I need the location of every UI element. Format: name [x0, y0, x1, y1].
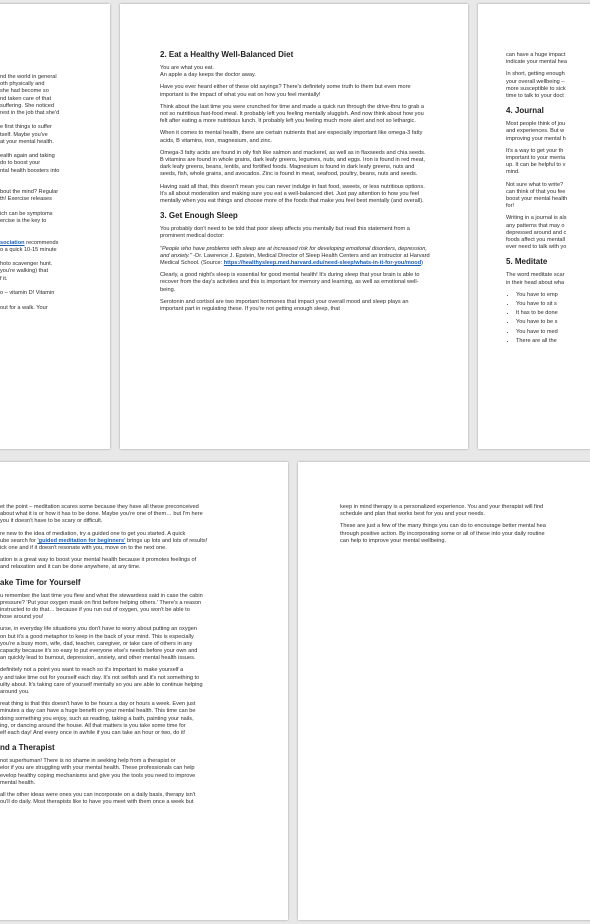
text-block: [0, 701, 272, 737]
text-block: [0, 792, 272, 806]
text-line: mind.: [506, 169, 520, 176]
text-line: and relaxation and it can be done anywhere, at any time.: [0, 564, 141, 571]
text-line: re new to the idea of mediation, try a guided one to get you started. A quick: [0, 530, 186, 537]
paragraph: When it comes to mental health, there are certain nutrients that are especially important like omega-3 fatty acids, B vitamins, iron, magnesium, and zinc.: [160, 130, 423, 144]
page-4-text: [0, 504, 272, 812]
source-link[interactable]: https://healthysleep.med.harvard.edu/need-sleep/whats-in-it-for-you/mood: [223, 260, 422, 267]
page-1-text: [0, 74, 92, 312]
text-line: can have a huge impact: [506, 52, 566, 58]
text-line: doing something you enjoy, such as reading, taking a bath, painting your nails,: [0, 715, 194, 722]
text-line: ing, or dancing around the house. All that matters is you take some time for: [0, 722, 186, 729]
text-line: indicate your mental hea: [506, 59, 567, 66]
text-line: These are just a few of the many things you can do to encourage better mental hea: [340, 523, 546, 530]
association-link[interactable]: sociation: [0, 239, 25, 246]
list-item: • You have to med: [516, 329, 590, 336]
text-line: pressure? 'Put your oxygen mask on first before helping others.' There's a reason: [0, 599, 202, 606]
text-block: [340, 504, 590, 518]
doctor-quote: [160, 246, 430, 268]
text-line: [0, 297, 92, 304]
text-fragment: recommends: [24, 239, 59, 246]
text-line: [0, 146, 92, 153]
text-line: elor if you are struggling with your mental health. These professionals can help: [0, 765, 195, 772]
text-line: any patterns that may o: [506, 222, 565, 229]
text-line: schedule and plan that works best for you and your needs.: [340, 511, 485, 518]
page-3-text: [506, 52, 590, 347]
text-line: all the other ideas were ones you can incorporate on a daily basis, therapy isn't: [0, 792, 196, 799]
text-line: nd taken care of that: [0, 95, 51, 102]
text-line: can think of that you fee: [506, 188, 566, 195]
document-page-5: [298, 462, 590, 920]
paragraph: You probably don't need to be told that poor sleep affects you mentally but read this statement from a prominent medical doctor:: [160, 226, 410, 240]
text-block: [0, 557, 272, 571]
text-line: your overall wellbeing –: [506, 78, 565, 85]
text-line: [0, 254, 92, 261]
text-line: Most people think of jou: [506, 121, 566, 128]
text-line: at your mental health.: [0, 138, 54, 145]
text-line: The word meditate scar: [506, 272, 565, 279]
source-close: ): [421, 260, 423, 267]
text-line: ntal health boosters into: [0, 167, 60, 174]
text-line: instructed to do that… because if you run out of oxygen, you won't be able to: [0, 607, 190, 614]
text-line: ick one and if it doesn't resonate with you, move on to the next one.: [0, 545, 167, 552]
quote-attribution: -Dr. Lawrence J. Epstein, Medical Director of Sleep Health Centers and an instructor at Harvard Medical School. (Source:: [160, 252, 430, 267]
guided-meditation-block: [0, 531, 272, 553]
text-line: rest in the job that she'd: [0, 110, 60, 117]
text-line: you're walking) that: [0, 268, 49, 275]
paragraph: Clearly, a good night's sleep is essential for good mental health! It's during sleep that your brain is able to recover from the day's activities and this is important for memory and learning, as well as emotional well-being.: [160, 272, 420, 293]
text-line: It's a way to get your th: [506, 147, 564, 154]
text-line: in their head about wha: [506, 279, 565, 286]
text-block: [0, 504, 272, 526]
text-line: capacity because it's so easy to put everyone else's needs before your own and: [0, 648, 198, 655]
text-line: tself. Maybe you've: [0, 131, 48, 138]
text-line: not superhuman! There is no shame in seeking help from a therapist or: [0, 758, 176, 765]
text-line: bout the mind? Regular: [0, 189, 59, 196]
text-fragment: ube search for: [0, 537, 38, 544]
text-line: [0, 232, 92, 239]
document-page-4: [0, 462, 288, 920]
page-5-text: [340, 504, 590, 550]
section-heading-eat-healthy: 2. Eat a Healthy Well-Balanced Diet: [160, 50, 294, 59]
list-item: • You have to sit s: [516, 301, 590, 308]
paragraph: Serotonin and cortisol are two important hormones that impact your overall mood and sleep plays an important part in regulating these. If you're not getting enough sleep, that: [160, 298, 409, 313]
meditation-myths-list: [506, 292, 590, 345]
document-page-1: [0, 4, 110, 449]
text-line: Writing in a journal is als: [506, 215, 567, 222]
quote-text: "People who have problems with sleep are at increased risk for developing emotional disorders, depression, and anxiety.": [160, 245, 427, 259]
text-line: definitely not a point you want to reach so it's important to make yourself a: [0, 667, 184, 674]
text-block: [340, 523, 590, 545]
old-sayings: You are what you eat. An apple a day keeps the doctor away.: [160, 65, 256, 79]
text-block: [0, 667, 272, 696]
text-block: [506, 148, 590, 177]
text-line: urse, in everyday life situations you don't have to worry about putting an oxygen: [0, 626, 197, 633]
text-line: out for a walk. Your: [0, 304, 48, 311]
text-line: important to your menta: [506, 155, 566, 162]
text-line: up. It can be helpful to v: [506, 162, 566, 169]
text-line: In short, getting enough: [506, 71, 565, 78]
section-heading-journal: 4. Journal: [506, 106, 544, 116]
text-line: boost your mental health: [506, 196, 568, 203]
text-line: evelop healthy coping mechanisms and give you the tools you need to improve: [0, 772, 196, 779]
text-block: [506, 71, 590, 100]
text-line: o a quick 10-15 minute: [0, 246, 57, 253]
text-line: reat thing is that this doesn't have to be hours a day or hours a week. Even just: [0, 701, 196, 708]
text-line: [0, 225, 92, 232]
text-block: [506, 52, 590, 66]
text-line: on but it's a good metaphor to keep in the back of your mind. This is especially: [0, 633, 194, 640]
section-heading-time-for-yourself: ake Time for Yourself: [0, 577, 81, 587]
text-line: improving your mental h: [506, 135, 566, 142]
text-line: you it doesn't have to be scary or difficult.: [0, 518, 103, 525]
text-line: you're a busy mom, wife, dad, teacher, caregiver, or take care of others in any: [0, 640, 193, 647]
text-line: about what it is or how it has to be done. Maybe you're one of them… but I'm here: [0, 511, 203, 518]
text-line: elf each day! And every once in awhile if you can take an hour or two, do it!: [0, 730, 186, 737]
section-heading-meditate: 5. Meditate: [506, 257, 548, 267]
document-page-3: [478, 4, 590, 449]
text-line: do to boost your: [0, 160, 41, 167]
text-line: [0, 240, 92, 247]
text-line: ich can be symptoms: [0, 210, 53, 217]
text-line: suffering. She noticed: [0, 102, 55, 109]
text-line: hoto scavenger hunt.: [0, 261, 53, 268]
list-item: • There are all the: [516, 338, 590, 345]
text-line: more susceptible to sick: [506, 85, 566, 92]
text-line: minutes a day can have a huge benefit on your mental health. This time can be: [0, 708, 196, 715]
text-line: oth physically and: [0, 81, 45, 88]
text-line: [0, 538, 272, 545]
text-line: ercise is the key to: [0, 218, 47, 225]
text-line: around you.: [0, 689, 30, 696]
text-line: [0, 175, 92, 182]
text-line: ation is a great way to boost your mental health because it promotes feelings of: [0, 557, 197, 564]
text-line: for!: [506, 203, 515, 210]
paragraph: Omega-3 fatty acids are found in oily fish like salmon and mackerel, as well as in flaxseeds and chia seeds. B vitamins are found in whole grains, dark leafy greens, legumes, nuts, and eggs. Iron is found in red meat, dark leafy greens, beans, lentils, and fortified foods. Magnesium is found in dark leafy greens, nuts and seeds, fish, whole grains, and avocados. Zinc is found in meat, seafood, poultry, beans, nuts and seeds.: [160, 149, 426, 178]
text-line: depressed around and c: [506, 229, 567, 236]
list-item: • You have to emp: [516, 292, 590, 299]
text-line: et the point – meditation scares some because they have all these preconceived: [0, 504, 199, 510]
text-block: [0, 758, 272, 787]
text-line: e first things to suffer: [0, 124, 52, 131]
text-line: hose around you!: [0, 614, 44, 621]
text-line: nd the world in general: [0, 74, 57, 80]
section-heading-therapist: nd a Therapist: [0, 743, 55, 753]
text-line: Not sure what to write?: [506, 181, 564, 188]
guided-meditation-link[interactable]: 'guided meditation for beginners': [37, 537, 126, 544]
text-block: [506, 182, 590, 211]
text-line: mental health.: [0, 779, 36, 786]
paragraph: Have you ever heard either of these old sayings? There's definitely some truth to them but even more important is the impact of what you eat on how you feel mentally!: [160, 84, 411, 98]
text-line: [0, 182, 92, 189]
text-fragment: brings up lots and lots of results!: [125, 537, 208, 544]
text-block: [506, 215, 590, 251]
text-line: time to talk to your doct: [506, 93, 564, 100]
text-line: can help to improve your mental wellbeing.: [340, 537, 447, 544]
text-line: [0, 283, 92, 290]
section-heading-sleep: 3. Get Enough Sleep: [160, 211, 238, 221]
text-block: [0, 593, 272, 622]
text-line: ealth again and taking: [0, 153, 55, 160]
text-block: [506, 121, 590, 143]
document-page-2: [120, 4, 468, 449]
text-line: [0, 117, 92, 124]
text-line: f it.: [0, 275, 8, 282]
text-line: foods affect you mentall: [506, 237, 565, 244]
list-item: • You have to be s: [516, 319, 590, 326]
text-line: an quickly lead to burnout, depression, anxiety, and other mental health issues.: [0, 655, 196, 662]
text-block: [0, 626, 272, 662]
paragraph: Think about the last time you were crunched for time and made a quick run through the drive-thru to grab a not so nutritious fast-food meal. It probably left you feeling mentally sluggish. And now think about how you felt after eating a more nutritious lunch. It probably left you feeling much more alert and not so lethargic.: [160, 103, 424, 125]
text-line: keep in mind therapy is a personalized experience. You and your therapist will find: [340, 504, 544, 510]
text-line: through positive action. By incorporating some or all of these into your daily routine: [340, 530, 545, 537]
text-line: [0, 204, 92, 211]
text-line: she had become so: [0, 88, 49, 95]
text-line: ever need to talk with yo: [506, 244, 567, 251]
list-item: • It has to be done: [516, 310, 590, 317]
text-line: th! Exercise releases: [0, 196, 52, 203]
text-line: and experiences. But w: [506, 128, 565, 135]
page-2-text: [160, 44, 430, 318]
text-line: u remember the last time you flew and what the stewardess said in case the cabin: [0, 592, 203, 599]
text-line: uilty about. It's taking care of yourself mentally so you are able to continue helping: [0, 681, 203, 688]
text-line: o – vitamin D! Vitamin: [0, 290, 55, 297]
text-line: y and take time out for yourself each day. It's not selfish and it's not something to: [0, 674, 200, 681]
text-line: ou'll do daily. Most therapists like to have you meet with them once a week but: [0, 799, 194, 806]
text-block: [506, 272, 590, 286]
paragraph: Having said all that, this doesn't mean you can never indulge in fast food, sweets, or less nutritious options. It's all about moderation and making sure you eat a well-balanced diet. Just pay attention to how you feel mentally when you eat things and choose more of the foods that make you feel best mentally (and overall).: [160, 183, 425, 205]
